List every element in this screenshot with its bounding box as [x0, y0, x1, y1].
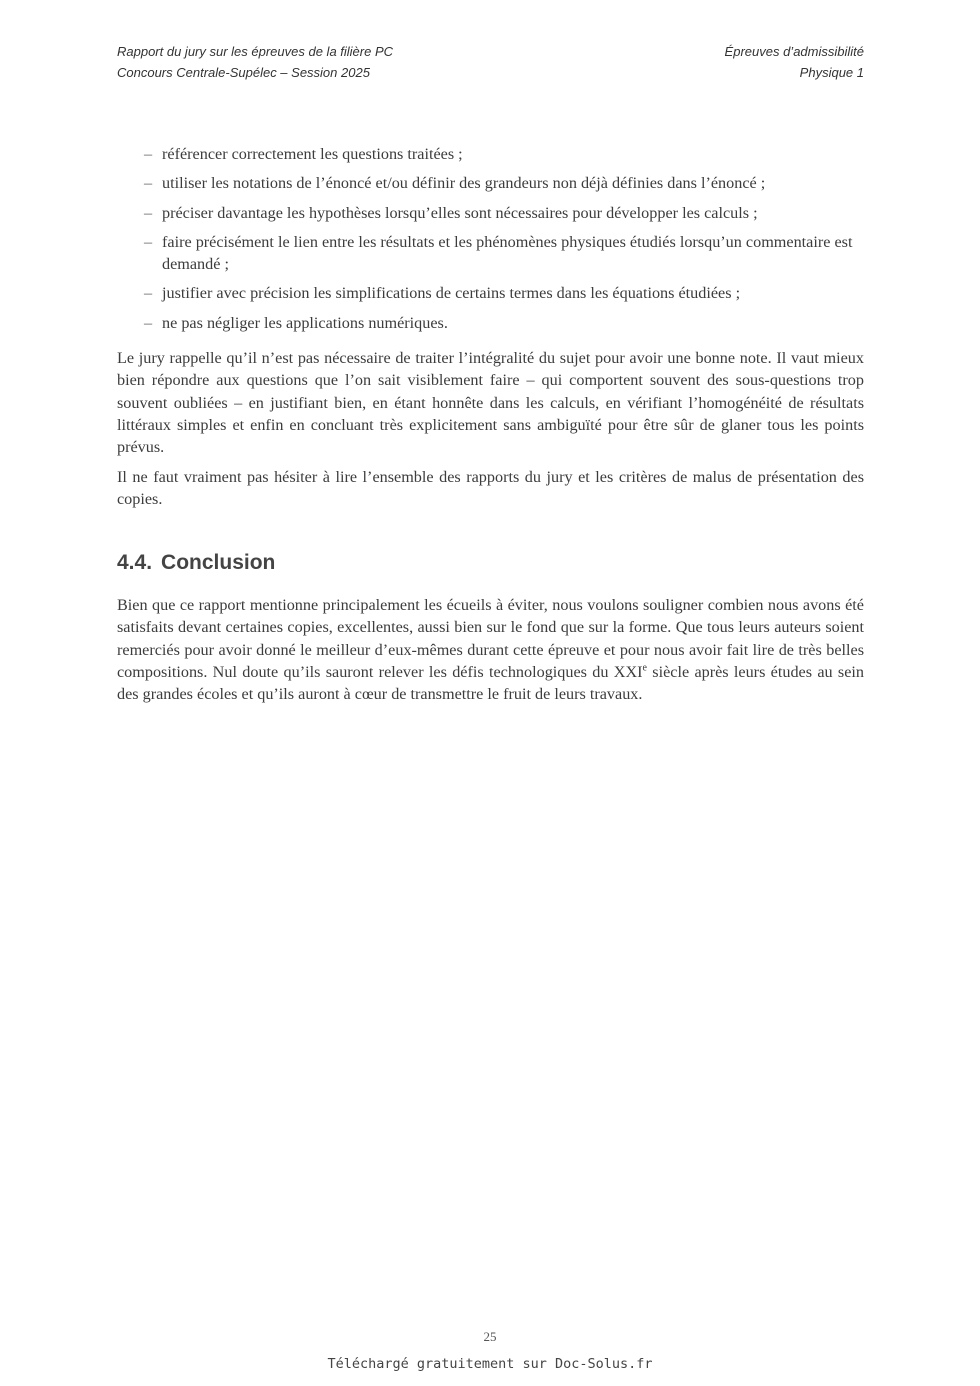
list-item: – utiliser les notations de l’énoncé et/ou définir des grandeurs non déjà définies dans l’énoncé ; — [117, 172, 864, 194]
list-dash: – — [144, 174, 153, 193]
page-body — [117, 143, 864, 713]
paragraph-jury-reminder: Le jury rappelle qu’il n’est pas nécessaire de traiter l’intégralité du sujet pour avoir une bonne note. Il vaut mieux bien répondre aux questions que l’on sait visiblement faire – qui comportent souvent des sous-questions trop souvent oubliées – en justifiant bien, en étant honnête dans les calculs, en vérifiant l’homogénéité de résultats littéraux simples et enfin en concluant très explicitement sans ambiguïté pour être sûr de glaner tous les points prévus. — [117, 349, 864, 457]
century-superscript: e — [642, 662, 647, 674]
list-dash: – — [144, 313, 153, 332]
list-dash: – — [144, 145, 153, 163]
header-subject: Physique 1 — [799, 65, 864, 80]
list-dash: – — [144, 203, 153, 222]
list-item: – faire précisément le lien entre les résultats et les phénomènes physiques étudiés lorsqu’un commentaire est demandé ; — [144, 232, 853, 274]
section-number: 4.4. — [117, 551, 153, 575]
section-title: Conclusion — [161, 551, 276, 575]
section-heading — [117, 550, 864, 576]
list-item: – justifier avec précision les simplifications de certains termes dans les équations étudiées ; — [117, 282, 864, 304]
header-exam-type: Épreuves d’admissibilité — [724, 44, 864, 59]
page-header — [117, 41, 864, 83]
list-item: – référencer correctement les questions traitées ; — [117, 143, 864, 165]
advice-list — [117, 143, 864, 334]
header-session: Concours Centrale-Supélec – Session 2025 — [117, 65, 370, 80]
footer-download-note: Téléchargé gratuitement sur Doc-Solus.fr — [327, 1356, 653, 1372]
paragraph-read-reports: Il ne faut vraiment pas hésiter à lire l’ensemble des rapports du jury et les critères de malus de présentation des copies. — [117, 467, 864, 508]
list-dash: – — [144, 284, 153, 303]
header-report-title: Rapport du jury sur les épreuves de la filière PC — [117, 44, 394, 59]
list-item: – ne pas négliger les applications numériques. — [117, 312, 864, 334]
list-item: – préciser davantage les hypothèses lorsqu’elles sont nécessaires pour développer les calculs ; — [117, 202, 864, 224]
page-number: 25 — [483, 1329, 497, 1344]
list-dash: – — [144, 232, 153, 251]
paragraph-conclusion: Bien que ce rapport mentionne principalement les écueils à éviter, nous voulons souligner combien nous avons été satisfaits devant certaines copies, excellentes, aussi bien sur le fond que sur la forme. Que tous leurs auteurs soient remerciés pour avoir donné le meilleur d’eux-mêmes durant cette épreuve et pour nous avoir fait lire de très belles compositions. Nul doute qu’ils sauront relever les défis technologiques du XXIe siècle après leurs études au sein des grandes écoles et qu’ils auront à cœur de transmettre le fruit de leurs travaux. — [117, 596, 864, 704]
